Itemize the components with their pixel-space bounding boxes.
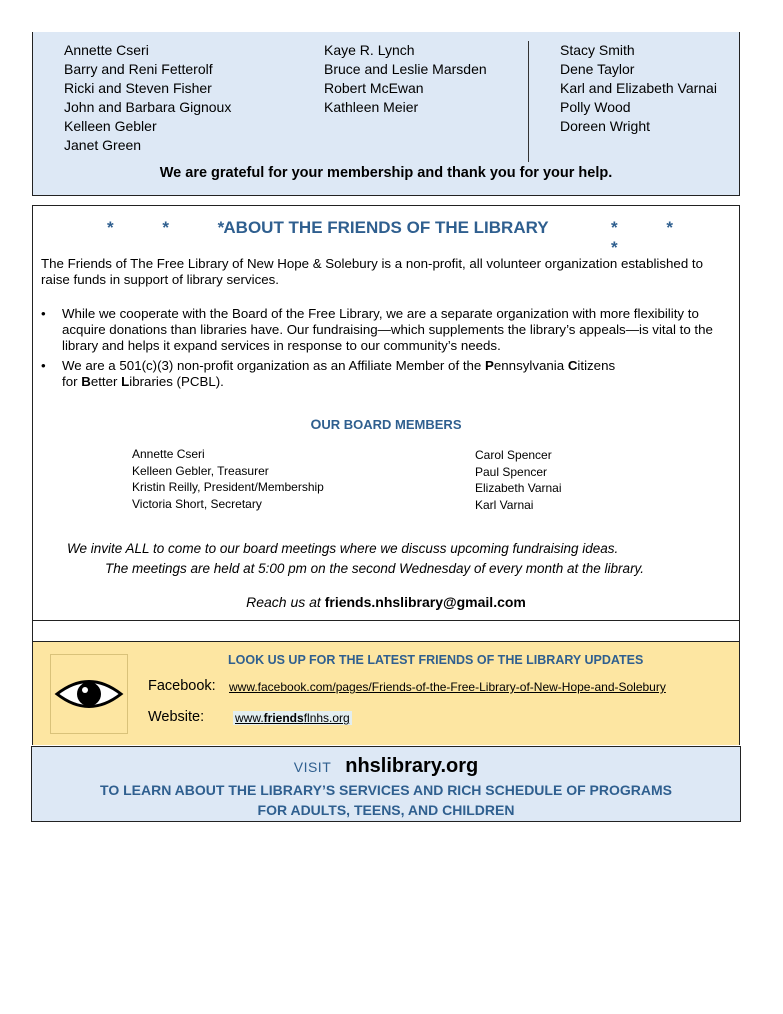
member-name: Annette Cseri: [64, 42, 149, 58]
library-site-link[interactable]: nhslibrary.org: [345, 755, 479, 777]
thank-you-message: We are grateful for your membership and thank you for your help.: [159, 165, 613, 181]
list-item: [39, 306, 729, 354]
visit-word: VISIT: [293, 759, 332, 775]
board-member: Kelleen Gebler, Treasurer: [132, 463, 269, 478]
member-name: Kelleen Gebler: [64, 118, 157, 134]
board-column-right: [475, 447, 562, 513]
members-column-3: [560, 41, 717, 136]
board-member: Carol Spencer: [475, 448, 552, 462]
member-name: Kathleen Meier: [324, 99, 419, 115]
member-name: Bruce and Leslie Marsden: [324, 61, 487, 77]
board-member: Elizabeth Varnai: [475, 481, 562, 495]
bullet-icon: •: [41, 358, 46, 373]
website-label: Website:: [148, 709, 205, 725]
contact-email[interactable]: friends.nhslibrary@gmail.com: [324, 594, 526, 610]
member-name: Janet Green: [64, 137, 142, 153]
bullet-text: While we cooperate with the Board of the Free Library, we are a separate organization with more flexibility to acquire donations than libraries have. Our fundraising—which supplements the library’s appeals—is vital to the library and helps it expand services in response to our community’s needs.: [62, 306, 713, 353]
member-name: Ricki and Steven Fisher: [64, 80, 212, 96]
member-name: Kaye R. Lynch: [324, 42, 415, 58]
member-name: Doreen Wright: [560, 118, 651, 134]
visit-text-2: FOR ADULTS, TEENS, AND CHILDREN: [257, 802, 515, 818]
member-name: Karl and Elizabeth Varnai: [560, 80, 717, 96]
bullet-icon: •: [41, 306, 46, 321]
visit-text-1: TO LEARN ABOUT THE LIBRARY’S SERVICES AND RICH SCHEDULE OF PROGRAMS: [100, 782, 672, 798]
visit-line: [32, 755, 740, 778]
member-name: Robert McEwan: [324, 80, 424, 96]
website-link[interactable]: www.friendsflnhs.org: [235, 711, 350, 725]
board-member: Paul Spencer: [475, 464, 548, 479]
about-title: ABOUT THE FRIENDS OF THE LIBRARY: [223, 218, 549, 237]
members-column-1: [64, 41, 231, 155]
links-box: [32, 642, 740, 745]
member-name: Stacy Smith: [560, 42, 635, 58]
board-member: Annette Cseri: [132, 447, 205, 461]
board-member: Victoria Short, Secretary: [132, 496, 262, 511]
contact-line: Reach us at friends.nhslibrary@gmail.com: [246, 594, 526, 610]
board-column-left: [132, 446, 324, 512]
column-divider: [528, 41, 529, 162]
stars-decoration-right: * * *: [611, 218, 695, 257]
meeting-invite: We invite ALL to come to our board meetings where we discuss upcoming fundraising ideas.: [67, 541, 619, 556]
member-name: John and Barbara Gignoux: [64, 99, 232, 115]
about-box: [32, 205, 740, 642]
board-members-heading: OUR BOARD MEMBERS: [310, 416, 462, 432]
member-name: Polly Wood: [560, 99, 631, 115]
members-column-2: [324, 41, 487, 117]
list-item: [39, 358, 729, 390]
facebook-label: Facebook:: [148, 678, 216, 694]
divider: [33, 620, 739, 642]
stars-decoration-left: * * *: [107, 218, 247, 237]
about-bullet-list: [39, 306, 729, 394]
member-name: Barry and Reni Fetterolf: [64, 61, 213, 77]
meeting-schedule: The meetings are held at 5:00 pm on the second Wednesday of every month at the library.: [105, 561, 645, 576]
members-box: [32, 32, 740, 196]
board-member: Kristin Reilly, President/Membership: [132, 480, 324, 494]
member-name: Dene Taylor: [560, 61, 635, 77]
facebook-link[interactable]: www.facebook.com/pages/Friends-of-the-Free-Library-of-New-Hope-and-Solebury: [229, 680, 666, 694]
visit-box: [31, 746, 741, 822]
links-heading: LOOK US UP FOR THE LATEST FRIENDS OF THE LIBRARY UPDATES: [228, 653, 644, 667]
about-intro: The Friends of The Free Library of New Hope & Solebury is a non-profit, all volunteer organization established to raise funds in support of library services.: [41, 256, 703, 287]
eye-icon: [50, 654, 128, 734]
bullet-text: We are a 501(c)(3) non-profit organization as an Affiliate Member of the Pennsylvania Citizens for Better Libraries (PCBL).: [62, 358, 616, 389]
board-member: Karl Varnai: [475, 497, 534, 512]
